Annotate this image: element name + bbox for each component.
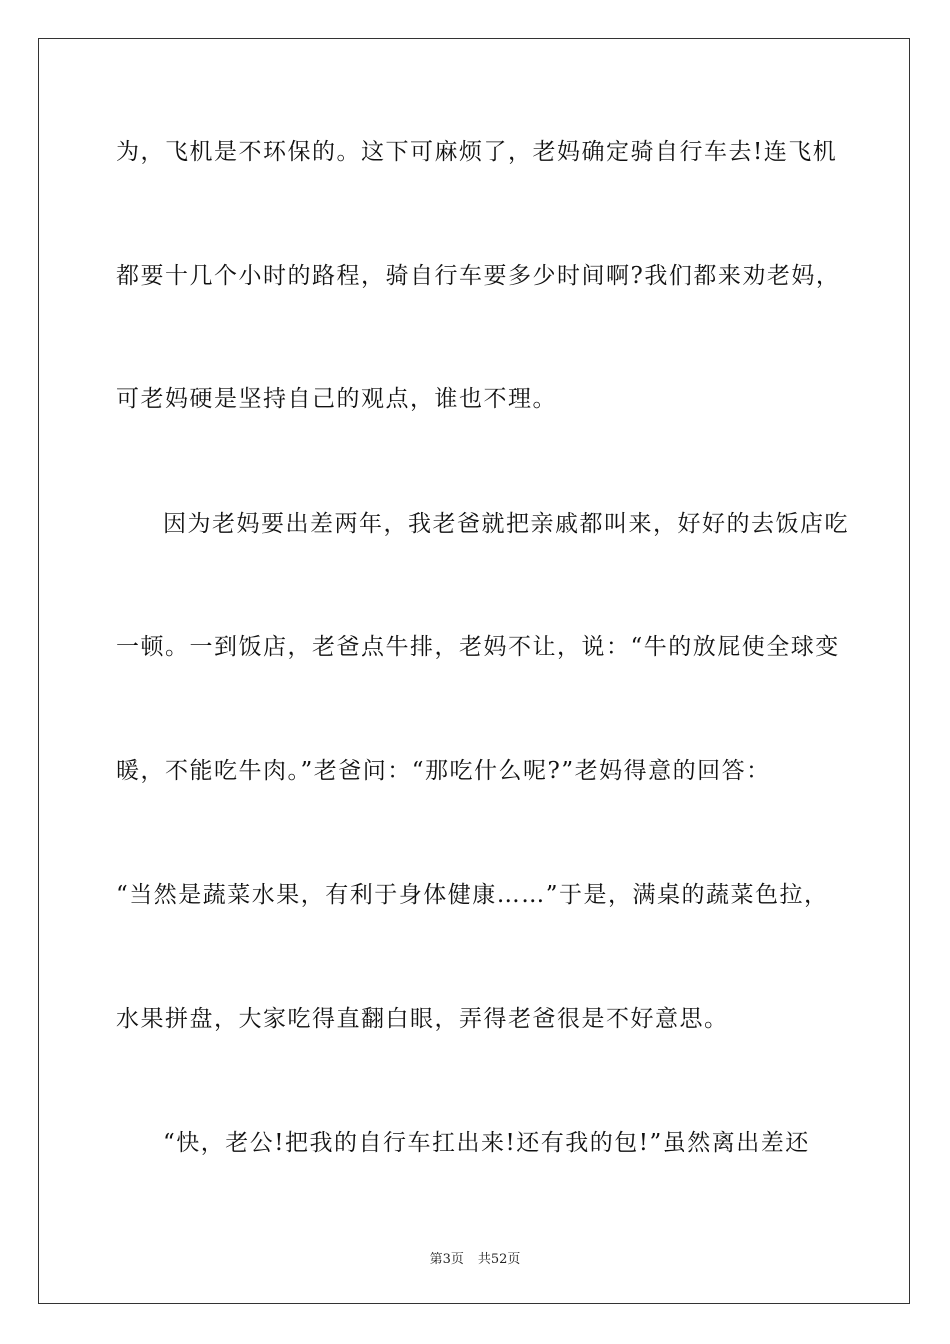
text-line: “当然是蔬菜水果，有利于身体健康……”于是，满桌的蔬菜色拉， — [116, 882, 829, 908]
page-footer — [0, 1248, 950, 1267]
paragraph-start-line: 因为老妈要出差两年，我老爸就把亲戚都叫来，好好的去饭店吃 — [163, 511, 849, 537]
text-line: 为，飞机是不环保的。这下可麻烦了，老妈确定骑自行车去!连飞机 — [116, 139, 838, 165]
text-line: 暖，不能吃牛肉。”老爸问：“那吃什么呢?”老妈得意的回答： — [116, 758, 771, 784]
total-pages: 共52页 — [477, 1252, 521, 1267]
text-line: 都要十几个小时的路程，骑自行车要多少时间啊?我们都来劝老妈， — [116, 263, 841, 289]
page-border — [38, 38, 910, 1304]
text-line: 水果拼盘，大家吃得直翻白眼，弄得老爸很是不好意思。 — [116, 1006, 729, 1032]
text-line: 可老妈硬是坚持自己的观点，谁也不理。 — [116, 386, 557, 412]
text-line: 一顿。一到饭店，老爸点牛排，老妈不让，说：“牛的放屁使全球变 — [116, 634, 840, 660]
paragraph-start-line: “快，老公!把我的自行车扛出来!还有我的包!”虽然离出差还 — [163, 1130, 810, 1156]
page-number: 第3页 — [429, 1252, 464, 1267]
